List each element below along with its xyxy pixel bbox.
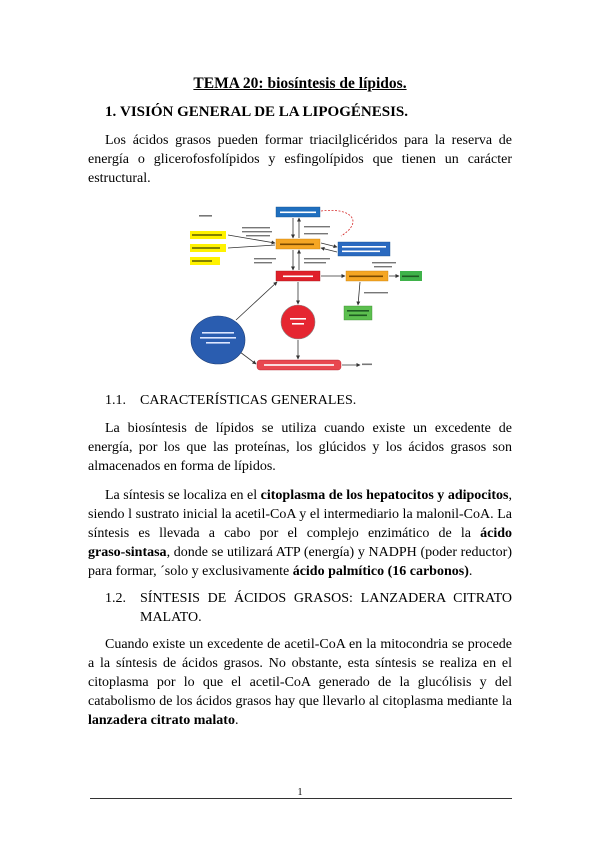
diagram-text-mark (372, 262, 396, 263)
diagram-text-mark (192, 234, 222, 236)
footer-rule (90, 798, 512, 799)
text-run: energía, por los que las proteínas, los glúcidos y los ácidos grasos son (88, 440, 512, 455)
text-run: citoplasma por lo que el acetil-CoA generado de la glucólisis y del (88, 675, 512, 690)
paragraph-line (88, 169, 512, 188)
diagram-text-mark (200, 337, 236, 339)
section-heading-1-1 (0, 391, 600, 410)
bold-text-run: ácido palmítico (16 carbonos) (292, 564, 469, 579)
diagram-text-mark (192, 260, 212, 262)
bold-text-run: graso-sintasa (88, 545, 167, 560)
text-run: energía o glicerofosfolípidos y esfingolípidos que tienen un carácter (88, 152, 512, 167)
diagram-text-mark (362, 364, 372, 366)
arrow-blue-right-to-orange (321, 248, 337, 252)
diagram-text-mark (206, 342, 230, 344)
diagram-text-mark (304, 258, 330, 259)
diagram-text-mark (264, 364, 334, 366)
diagram-text-mark (283, 276, 313, 278)
bold-text-run: lanzadera citrato malato (88, 713, 235, 728)
text-run: . (234, 713, 239, 728)
diagram-text-mark (374, 266, 392, 267)
box-blue-right (338, 242, 390, 256)
text-run: , (508, 488, 513, 503)
diagram-text-mark (349, 315, 367, 317)
diagram-text-mark (254, 258, 276, 259)
paragraph-intro (88, 131, 514, 188)
diagram-text-marks (192, 212, 419, 366)
diagram-text-mark (242, 227, 270, 228)
diagram-text-mark (342, 251, 380, 253)
bold-text-run: citoplasma de los hepatocitos y adipocitos (260, 488, 509, 503)
text-run: Cuando existe un excedente de acetil-CoA en la mitocondria se procede (105, 637, 512, 652)
section-title: CARACTERÍSTICAS GENERALES. (140, 393, 357, 408)
paragraph-line (88, 654, 512, 673)
section-heading-1 (0, 103, 600, 122)
diagram-text-mark (304, 233, 328, 234)
diagram-text-mark (246, 235, 270, 236)
circle-red (281, 305, 315, 339)
diagram-text-mark (199, 215, 212, 217)
diagram-text-mark (304, 262, 326, 263)
text-run: estructural. (88, 171, 151, 186)
circle-blue (191, 316, 245, 364)
diagram-text-mark (402, 276, 419, 278)
paragraph-synthesis-location (88, 486, 514, 581)
text-run: , donde se utilizará ATP (energía) y NADPH (poder reductor) (166, 545, 512, 560)
paragraph-line (105, 486, 512, 505)
diagram-text-mark (202, 332, 234, 334)
diagram-text-mark (290, 318, 306, 320)
paragraph-line (88, 711, 512, 730)
document-title (0, 74, 600, 93)
section-title: VISIÓN GENERAL DE LA LIPOGÉNESIS. (120, 104, 409, 120)
diagram-text-mark (342, 246, 386, 248)
diagram-text-mark (347, 310, 369, 312)
box-green-lower (344, 306, 372, 320)
text-run: La síntesis se localiza en el (105, 488, 261, 503)
dashed-cycle-arc (321, 210, 353, 236)
diagram-text-mark (304, 226, 330, 227)
paragraph-line (105, 635, 512, 654)
text-run: Los ácidos grasos pueden formar triacilglicéridos para la reserva de (105, 133, 512, 148)
arrow-yellow-2-to-orange (228, 245, 275, 248)
section-number: 1.1. (105, 393, 126, 408)
paragraph-line (88, 673, 512, 692)
diagram-text-mark (242, 231, 272, 232)
text-run: para formar, ´solo y exclusivamente (88, 564, 293, 579)
lipogenesis-diagram (175, 200, 430, 378)
diagram-text-mark (192, 247, 220, 249)
text-run: siendo l sustrato inicial la acetil-CoA y el intermediario la malonil-CoA. La (88, 507, 512, 522)
diagram-text-mark (280, 212, 316, 214)
section-title-line-1: SÍNTESIS DE ÁCIDOS GRASOS: LANZADERA CITRATO (140, 591, 512, 606)
diagram-text-mark (292, 323, 304, 325)
document-title-text: TEMA 20: biosíntesis de lípidos. (193, 75, 407, 92)
section-heading-1-2 (0, 589, 600, 625)
diagram-text-mark (280, 244, 314, 246)
paragraph-line (88, 457, 512, 476)
paragraph-line (88, 524, 512, 543)
diagram-text-mark (349, 276, 383, 278)
paragraph-line (88, 150, 512, 169)
text-run: La biosíntesis de lípidos se utiliza cuando existe un excedente de (105, 421, 512, 436)
paragraph-line (88, 543, 512, 562)
arrow-orange-to-blue-right (321, 243, 337, 247)
arrow-blue-circle-to-bar (240, 352, 256, 364)
page-number: 1 (297, 787, 303, 798)
arrow-orange-right-down (358, 282, 360, 305)
paragraph-line (88, 438, 512, 457)
bold-text-run: ácido (480, 526, 512, 541)
paragraph-citrate-malate (88, 635, 514, 730)
text-run: a la síntesis de ácidos grasos. No obstante, esta síntesis se realiza en el (88, 656, 512, 671)
section-number: 1. (105, 104, 117, 120)
paragraph-line (88, 692, 512, 711)
diagram-text-mark (254, 262, 272, 263)
section-title-line-2: MALATO. (140, 610, 202, 625)
paragraph-line (105, 419, 512, 438)
text-run: síntesis es llevada a cabo por el complejo enzimático de la (88, 526, 481, 541)
arrow-blue-circle-to-red-box (236, 282, 277, 320)
text-run: almacenados en forma de lípidos. (88, 459, 276, 474)
text-run: catabolismo de los ácidos grasos hay que llevarlo al citoplasma mediante la (88, 694, 512, 709)
paragraph-line (105, 131, 512, 150)
diagram-text-mark (364, 292, 388, 293)
paragraph-line (88, 505, 512, 524)
paragraph-line (88, 562, 512, 581)
paragraph-characteristics (88, 419, 514, 476)
section-number: 1.2. (105, 591, 126, 606)
text-run: . (468, 564, 473, 579)
